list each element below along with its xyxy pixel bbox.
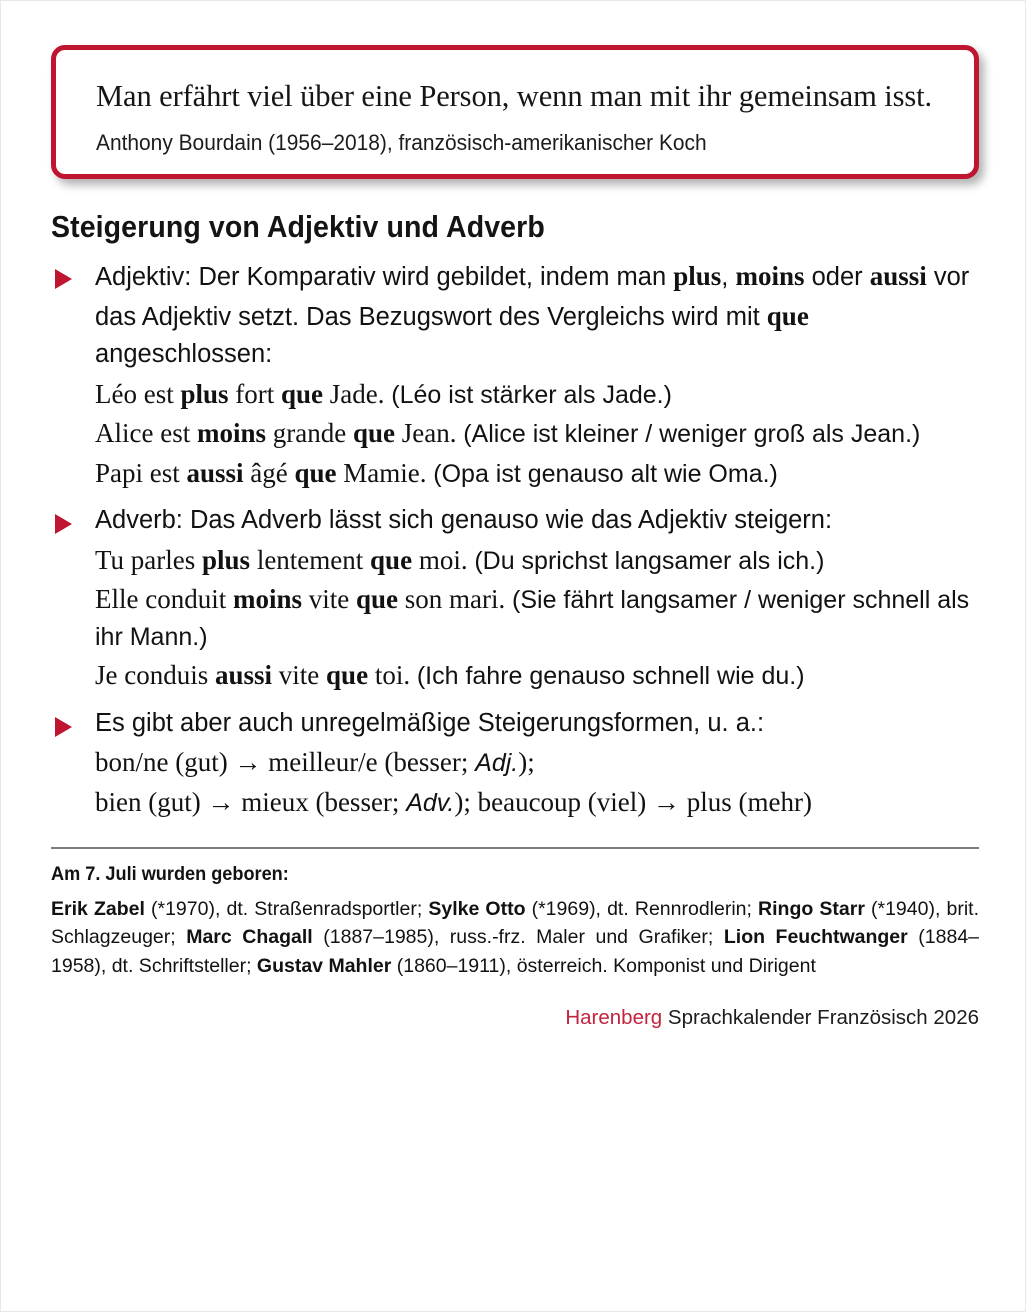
births-title: Am 7. Juli wurden geboren: (51, 863, 289, 886)
french-text-run: fort (228, 378, 282, 409)
example-line (95, 783, 979, 822)
person-name: Gustav Mahler (256, 954, 392, 977)
grammar-label: Adj. (475, 749, 519, 778)
french-text-run: Jean. (395, 418, 464, 449)
person-details: (*1969), dt. Rennrodlerin; (525, 898, 759, 921)
french-text-run: moi. (412, 544, 475, 575)
bullet-item (51, 502, 979, 694)
german-text-run: oder (804, 262, 870, 291)
german-text-run: vor das Adjektiv setzt. Das Bezugswort des Vergleichs wird mit (95, 262, 970, 331)
person-details: (*1940), brit. Schlagzeuger; (51, 898, 979, 949)
person-details: (1884–1958), dt. Schriftsteller; (51, 926, 980, 977)
german-text-run: Adverb: Das Adverb lässt sich genauso wie das Adjektiv steigern: (95, 506, 833, 535)
french-text-run: toi. (368, 660, 417, 691)
french-keyword: plus (202, 544, 251, 575)
german-gloss: (Ich fahre genauso schnell wie du.) (416, 662, 805, 691)
french-text-run: Tu parles (95, 544, 203, 575)
french-keyword: aussi (869, 260, 927, 291)
quote-text: Man erfährt viel über eine Person, wenn man mit ihr gemeinsam isst. (96, 79, 933, 113)
page-content (51, 45, 979, 1030)
french-keyword: moins (196, 418, 266, 449)
german-text-run: angeschlossen: (95, 340, 273, 369)
french-text-run: bon/ne (gut) → meilleur/e (besser; (95, 747, 476, 778)
bullet-item (51, 257, 979, 492)
triangle-right-icon (55, 717, 72, 737)
quote-box (51, 45, 979, 179)
triangle-right-icon (55, 269, 72, 289)
german-gloss: (Léo ist stärker als Jade.) (391, 380, 672, 409)
french-text-run: son mari. (398, 584, 513, 615)
example-line (95, 454, 979, 493)
grammar-label: Adv. (406, 788, 455, 817)
german-gloss: (Opa ist genauso alt wie Oma.) (433, 459, 778, 488)
person-details: (*1970), dt. Straßenradsportler; (144, 898, 429, 921)
person-name: Ringo Starr (758, 898, 865, 921)
example-line (95, 375, 979, 414)
german-text-run: Es gibt aber auch unregelmäßige Steigerungsformen, u. a.: (95, 708, 765, 737)
section-heading: Steigerung von Adjektiv und Adverb (51, 208, 545, 244)
french-keyword: aussi (214, 660, 273, 691)
person-name: Marc Chagall (186, 926, 313, 949)
french-text-run: bien (gut) → mieux (besser; (95, 786, 407, 817)
french-keyword: que (281, 378, 324, 409)
triangle-right-icon (55, 514, 72, 534)
french-text-run: grande (266, 418, 353, 449)
quote-attribution: Anthony Bourdain (1956–2018), französisch-amerikanischer Koch (96, 129, 707, 155)
french-text-run: ); beaucoup (viel) → plus (mehr) (454, 786, 812, 817)
german-gloss: (Du sprichst langsamer als ich.) (474, 546, 825, 575)
french-text-run: Léo est (95, 378, 181, 409)
footer-branding (51, 1006, 979, 1030)
french-text-run: Jade. (323, 378, 392, 409)
person-name: Sylke Otto (428, 898, 526, 921)
german-text-run: Adjektiv: Der Komparativ wird gebildet, indem man (95, 262, 674, 291)
french-text-run: lentement (250, 544, 371, 575)
french-text-run: Alice est (95, 418, 197, 449)
french-keyword: que (294, 457, 337, 488)
french-text-run: âgé (243, 457, 295, 488)
example-line (95, 541, 979, 580)
german-gloss: (Sie fährt langsamer / weniger schnell als ihr Mann.) (95, 586, 970, 651)
french-text-run: Mamie. (336, 457, 434, 488)
french-keyword: que (370, 544, 413, 575)
french-text-run: ); (518, 747, 535, 778)
person-name: Lion Feuchtwanger (723, 926, 908, 949)
bullet-intro-text (95, 705, 979, 742)
french-keyword: que (766, 300, 809, 331)
french-keyword: aussi (186, 457, 244, 488)
example-line (95, 414, 979, 453)
brand-name: Harenberg (565, 1005, 663, 1029)
french-text-run: vite (302, 584, 356, 615)
french-keyword: que (356, 584, 399, 615)
section-divider (51, 847, 979, 849)
french-keyword: plus (180, 378, 229, 409)
footer-title: Sprachkalender Französisch 2026 (662, 1005, 979, 1029)
german-gloss: (Alice ist kleiner / weniger groß als Jean.) (463, 420, 921, 449)
grammar-bullet-list (51, 257, 979, 821)
french-text-run: Papi est (95, 457, 187, 488)
births-list (51, 895, 979, 980)
french-text-run: Je conduis (95, 660, 215, 691)
bullet-intro-text (95, 257, 979, 374)
example-line (95, 656, 979, 695)
french-keyword: moins (232, 584, 302, 615)
person-details: (1860–1911), österreich. Komponist und Dirigent (391, 954, 816, 977)
example-line (95, 580, 979, 655)
bullet-intro-text (95, 502, 979, 539)
bullet-item (51, 705, 979, 821)
french-keyword: plus (673, 260, 722, 291)
french-keyword: que (352, 418, 395, 449)
french-keyword: moins (735, 260, 805, 291)
example-line (95, 743, 979, 782)
french-keyword: que (326, 660, 369, 691)
french-text-run: vite (272, 660, 327, 691)
person-details: (1887–1985), russ.-frz. Maler und Grafiker; (312, 926, 724, 949)
french-text-run: Elle conduit (95, 584, 233, 615)
german-text-run: , (721, 262, 736, 291)
person-name: Erik Zabel (51, 898, 145, 921)
